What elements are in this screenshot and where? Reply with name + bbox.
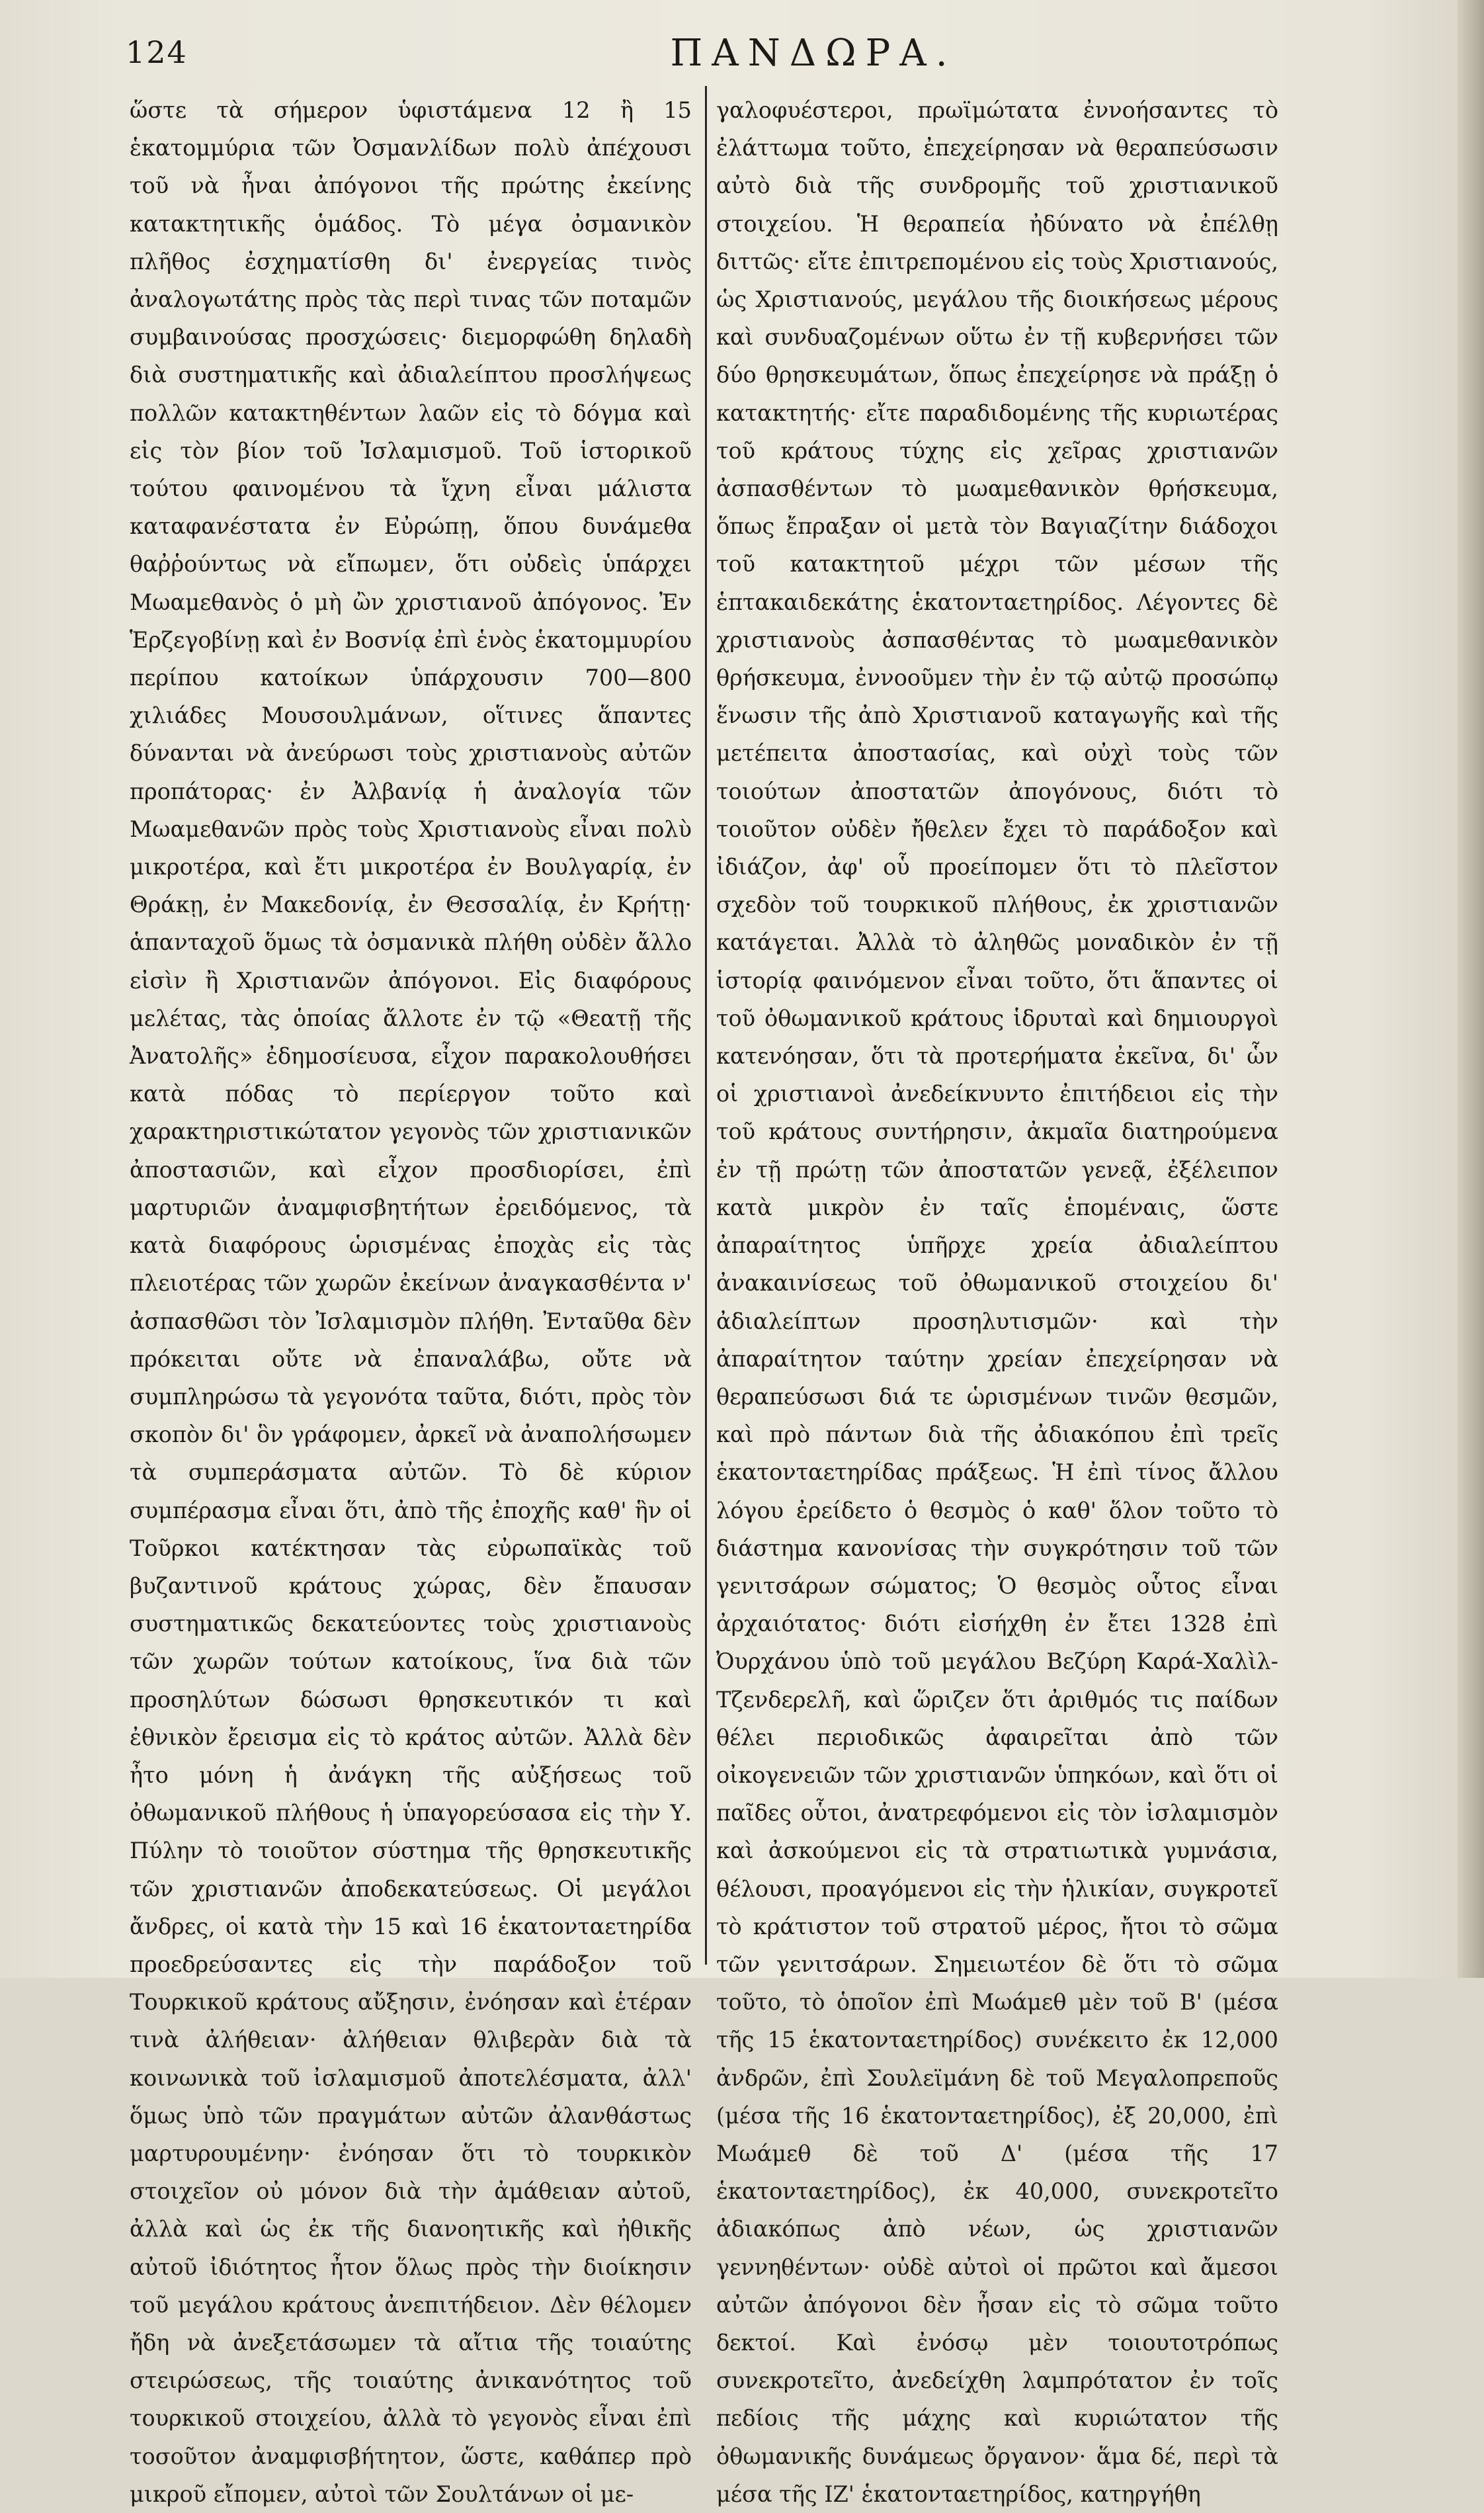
running-title: ΠΑΝΔΩΡΑ. [670,32,957,75]
text-column-left [130,91,692,2507]
page-number: 124 [126,34,188,70]
book-binding-shadow [1458,0,1484,1978]
column-divider [705,86,707,1965]
page-header [126,25,1395,85]
column-left-text: ὥστε τὰ σήμερον ὑφιστάμενα 12 ἢ 15 ἑκατομμύρια τῶν Ὀσμανλίδων πολὺ ἀπέχουσι τοῦ νὰ ἦναι ἀπόγονοι τῆς πρώτης ἐκείνης κατακτητικῆς ὁμάδος. Τὸ μέγα ὀσμανικὸν πλῆθος ἐσχηματίσθη δι' ἐνεργείας τινὸς ἀναλογωτάτης πρὸς τὰς περὶ τινας τῶν ποταμῶν συμβαινούσας προσχώσεις· διεμορφώθη δηλαδὴ διὰ συστηματικῆς καὶ ἀδιαλείπτου προσλήψεως πολλῶν κατακτηθέντων λαῶν εἰς τὸ δόγμα καὶ εἰς τὸν βίον τοῦ Ἰσλαμισμοῦ. Τοῦ ἱστορικοῦ τούτου φαινομένου τὰ ἴχνη εἶναι μάλιστα καταφανέστατα ἐν Εὐρώπῃ, ὅπου δυνάμεθα θαῤῥούντως νὰ εἴπωμεν, ὅτι οὐδεὶς ὑπάρχει Μωαμεθανὸς ὁ μὴ ὢν χριστιανοῦ ἀπόγονος. Ἐν Ἑρζεγοβίνῃ καὶ ἐν Βοσνίᾳ ἐπὶ ἑνὸς ἑκατομμυρίου περίπου κατοίκων ὑπάρχουσιν 700—800 χιλιάδες Μουσουλμάνων, οἵτινες ἅπαντες δύνανται νὰ ἀνεύρωσι τοὺς χριστιανοὺς αὐτῶν προπάτορας· ἐν Ἀλβανίᾳ ἡ ἀναλογία τῶν Μωαμεθανῶν πρὸς τοὺς Χριστιανοὺς εἶναι πολὺ μικροτέρα, καὶ ἔτι μικροτέρα ἐν Βουλγαρίᾳ, ἐν Θράκῃ, ἐν Μακεδονίᾳ, ἐν Θεσσαλίᾳ, ἐν Κρήτῃ· ἁπανταχοῦ ὅμως τὰ ὀσμανικὰ πλήθη οὐδὲν ἄλλο εἰσὶν ἢ Χριστιανῶν ἀπόγονοι. Εἰς διαφόρους μελέτας, τὰς ὁποίας ἄλλοτε ἐν τῷ «Θεατῇ τῆς Ἀνατολῆς» ἐδημοσίευσα, εἶχον παρακολουθήσει κατὰ πόδας τὸ περίεργον τοῦτο καὶ χαρακτηριστικώτατον γεγονὸς τῶν χριστιανικῶν ἀποστασιῶν, καὶ εἶχον προσδιορίσει, ἐπὶ μαρτυριῶν ἀναμφισβητήτων ἐρειδόμενος, τὰ κατὰ διαφόρους ὡρισμένας ἐποχὰς εἰς τὰς πλειοτέρας τῶν χωρῶν ἐκείνων ἀναγκασθέντα ν' ἀσπασθῶσι τὸν Ἰσλαμισμὸν πλήθη. Ἐνταῦθα δὲν πρόκειται οὔτε νὰ ἐπαναλάβω, οὔτε νὰ συμπληρώσω τὰ γεγονότα ταῦτα, διότι, πρὸς τὸν σκοπὸν δι' ὃν γράφομεν, ἀρκεῖ νὰ ἀναπολήσωμεν τὰ συμπεράσματα αὐτῶν. Τὸ δὲ κύριον συμπέρασμα εἶναι ὅτι, ἀπὸ τῆς ἐποχῆς καθ' ἣν οἱ Τοῦρκοι κατέκτησαν τὰς εὐρωπαϊκὰς τοῦ βυζαντινοῦ κράτους χώρας, δὲν ἔπαυσαν συστηματικῶς δεκατεύοντες τοὺς χριστιανοὺς τῶν χωρῶν τούτων κατοίκους, ἵνα διὰ τῶν προσηλύτων δώσωσι θρησκευτικόν τι καὶ ἐθνικὸν ἔρεισμα εἰς τὸ κράτος αὐτῶν. Ἀλλὰ δὲν ἦτο μόνη ἡ ἀνάγκη τῆς αὐξήσεως τοῦ ὀθωμανικοῦ πλήθους ἡ ὑπαγορεύσασα εἰς τὴν Υ. Πύλην τὸ τοιοῦτον σύστημα τῆς θρησκευτικῆς τῶν χριστιανῶν ἀποδεκατεύσεως. Οἱ μεγάλοι ἄνδρες, οἱ κατὰ τὴν 15 καὶ 16 ἑκατονταετηρίδα προεδρεύσαντες εἰς τὴν παράδοξον τοῦ Τουρκικοῦ κράτους αὔξησιν, ἐνόησαν καὶ ἑτέραν τινὰ ἀλήθειαν· ἀλήθειαν θλιβερὰν διὰ τὰ κοινωνικὰ τοῦ ἰσλαμισμοῦ ἀποτελέσματα, ἀλλ' ὅμως ὑπὸ τῶν πραγμάτων αὐτῶν ἀλανθάστως μαρτυρουμένην· ἐνόησαν ὅτι τὸ τουρκικὸν στοιχεῖον οὐ μόνον διὰ τὴν ἀμάθειαν αὐτοῦ, ἀλλὰ καὶ ὡς ἐκ τῆς διανοητικῆς καὶ ἠθικῆς αὐτοῦ ἰδιότητος ἦτον ὅλως πρὸς τὴν διοίκησιν τοῦ μεγάλου κράτους ἀνεπιτήδειον. Δὲν θέλομεν ἤδη νὰ ἀνεξετάσωμεν τὰ αἴτια τῆς τοιαύτης στειρώσεως, τῆς τοιαύτης ἀνικανότητος τοῦ τουρκικοῦ στοιχείου, ἀλλὰ τὸ γεγονὸς εἶναι ἐπὶ τοσοῦτον ἀναμφισβήτητον, ὥστε, καθάπερ πρὸ μικροῦ εἴπομεν, αὐτοὶ τῶν Σουλτάνων οἱ με- [130,97,692,2507]
text-column-right [716,91,1278,2507]
column-right-text: γαλοφυέστεροι, πρωϊμώτατα ἐννοήσαντες τὸ ἐλάττωμα τοῦτο, ἐπεχείρησαν νὰ θεραπεύσωσιν αὐτὸ διὰ τῆς συνδρομῆς τοῦ χριστιανικοῦ στοιχείου. Ἡ θεραπεία ἠδύνατο νὰ ἐπέλθῃ διττῶς· εἴτε ἐπιτρεπομένου εἰς τοὺς Χριστιανούς, ὡς Χριστιανούς, μεγάλου τῆς διοικήσεως μέρους καὶ συνδυαζομένων οὕτω ἐν τῇ κυβερνήσει τῶν δύο θρησκευμάτων, ὅπως ἐπεχείρησε νὰ πράξῃ ὁ κατακτητής· εἴτε παραδιδομένης τῆς κυριωτέρας τοῦ κράτους τύχης εἰς χεῖρας χριστιανῶν ἀσπασθέντων τὸ μωαμεθανικὸν θρήσκευμα, ὅπως ἔπραξαν οἱ μετὰ τὸν Βαγιαζίτην διάδοχοι τοῦ κατακτητοῦ μέχρι τῶν μέσων τῆς ἑπτακαιδεκάτης ἑκατονταετηρίδος. Λέγοντες δὲ χριστιανοὺς ἀσπασθέντας τὸ μωαμεθανικὸν θρήσκευμα, ἐννοοῦμεν τὴν ἐν τῷ αὐτῷ προσώπῳ ἕνωσιν τῆς ἀπὸ Χριστιανοῦ καταγωγῆς καὶ τῆς μετέπειτα ἀποστασίας, καὶ οὐχὶ τοὺς τῶν τοιούτων ἀποστατῶν ἀπογόνους, διότι τὸ τοιοῦτον οὐδὲν ἤθελεν ἔχει τὸ παράδοξον καὶ ἰδιάζον, ἀφ' οὗ προείπομεν ὅτι τὸ πλεῖστον σχεδὸν τοῦ τουρκικοῦ πλήθους, ἐκ χριστιανῶν κατάγεται. Ἀλλὰ τὸ ἀληθῶς μοναδικὸν ἐν τῇ ἱστορίᾳ φαινόμενον εἶναι τοῦτο, ὅτι ἅπαντες οἱ τοῦ ὀθωμανικοῦ κράτους ἱδρυταὶ καὶ δημιουργοὶ κατενόησαν, ὅτι τὰ προτερήματα ἐκεῖνα, δι' ὧν οἱ χριστιανοὶ ἀνεδείκνυντο ἐπιτήδειοι εἰς τὴν τοῦ κράτους συντήρησιν, ἀκμαῖα διατηρούμενα ἐν τῇ πρώτῃ τῶν ἀποστατῶν γενεᾷ, ἐξέλειπον κατὰ μικρὸν ἐν ταῖς ἑπομέναις, ὥστε ἀπαραίτητος ὑπῆρχε χρεία ἀδιαλείπτου ἀνακαινίσεως τοῦ ὀθωμανικοῦ στοιχείου δι' ἀδιαλείπτων προσηλυτισμῶν· καὶ τὴν ἀπαραίτητον ταύτην χρείαν ἐπεχείρησαν νὰ θεραπεύσωσι διά τε ὡρισμένων τινῶν θεσμῶν, καὶ πρὸ πάντων διὰ τῆς ἀδιακόπου ἐπὶ τρεῖς ἑκατονταετηρίδας πράξεως. Ἡ ἐπὶ τίνος ἄλλου λόγου ἐρείδετο ὁ θεσμὸς ὁ καθ' ὅλον τοῦτο τὸ διάστημα κανονίσας τὴν συγκρότησιν τοῦ τῶν γενιτσάρων σώματος; Ὁ θεσμὸς οὗτος εἶναι ἀρχαιότατος· διότι εἰσήχθη ἐν ἔτει 1328 ἐπὶ Ὀυρχάνου ὑπὸ τοῦ μεγάλου Βεζύρη Καρά-Χαλὶλ-Τζενδερελῆ, καὶ ὥριζεν ὅτι ἀριθμός τις παίδων θέλει περιοδικῶς ἀφαιρεῖται ἀπὸ τῶν οἰκογενειῶν τῶν χριστιανῶν ὑπηκόων, καὶ ὅτι οἱ παῖδες οὗτοι, ἀνατρεφόμενοι εἰς τὸν ἰσλαμισμὸν καὶ ἀσκούμενοι εἰς τὰ στρατιωτικὰ γυμνάσια, θέλουσι, προαγόμενοι εἰς τὴν ἡλικίαν, συγκροτεῖ τὸ κράτιστον τοῦ στρατοῦ μέρος, ἤτοι τὸ σῶμα τῶν γενιτσάρων. Σημειωτέον δὲ ὅτι τὸ σῶμα τοῦτο, τὸ ὁποῖον ἐπὶ Μωάμεθ μὲν τοῦ Β' (μέσα τῆς 15 ἑκατονταετηρίδος) συνέκειτο ἐκ 12,000 ἀνδρῶν, ἐπὶ Σουλεϊμάνη δὲ τοῦ Μεγαλοπρεποῦς (μέσα τῆς 16 ἑκατονταετηρίδος), ἐξ 20,000, ἐπὶ Μωάμεθ δὲ τοῦ Δ' (μέσα τῆς 17 ἑκατονταετηρίδος), ἐκ 40,000, συνεκροτεῖτο ἀδιακόπως ἀπὸ νέων, ὡς χριστιανῶν γεννηθέντων· οὐδὲ αὐτοὶ οἱ πρῶτοι καὶ ἄμεσοι αὐτῶν ἀπόγονοι δὲν ἦσαν εἰς τὸ σῶμα τοῦτο δεκτοί. Καὶ ἐνόσῳ μὲν τοιουτοτρόπως συνεκροτεῖτο, ἀνεδείχθη λαμπρότατον ἐν τοῖς πεδίοις τῆς μάχης καὶ κυριώτατον τῆς ὀθωμανικῆς δυνάμεως ὄργανον· ἅμα δέ, περὶ τὰ μέσα τῆς ΙΖ' ἑκατονταετηρίδος, κατηργήθη [716,97,1278,2507]
